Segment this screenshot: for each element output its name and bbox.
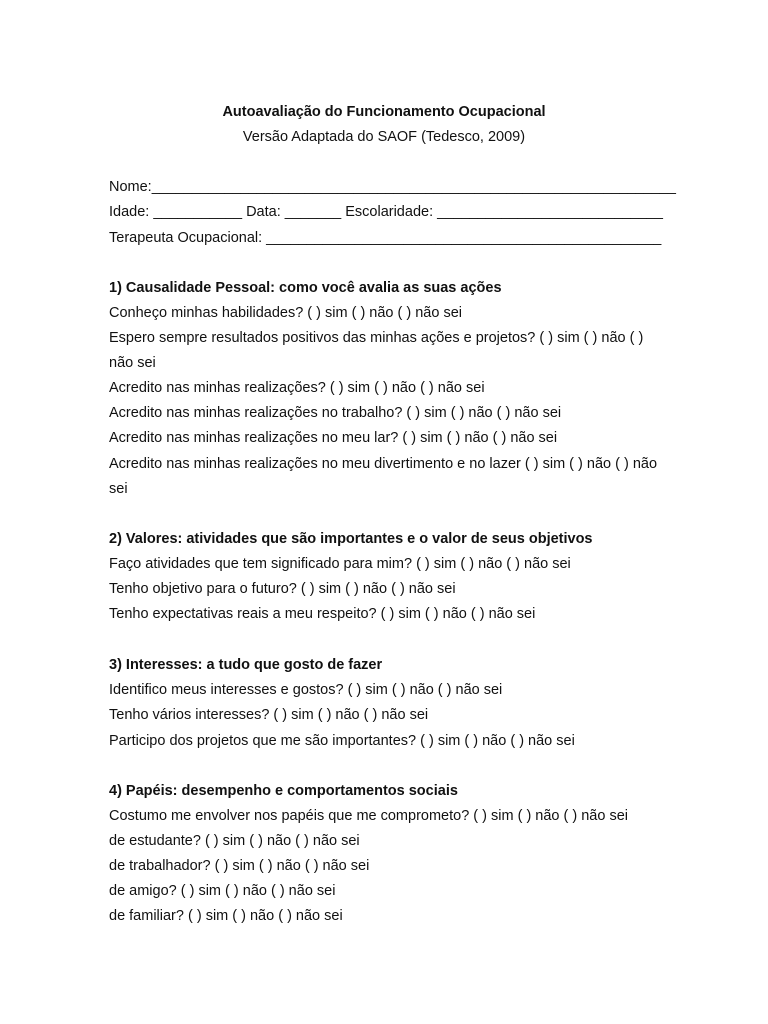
- question-line: Tenho expectativas reais a meu respeito? ( ) sim ( ) não ( ) não sei: [109, 606, 536, 622]
- question-line: de familiar? ( ) sim ( ) não ( ) não sei: [109, 908, 343, 924]
- question-line: Espero sempre resultados positivos das minhas ações e projetos? ( ) sim ( ) não ( ): [109, 330, 644, 346]
- question-line: Faço atividades que tem significado para mim? ( ) sim ( ) não ( ) não sei: [109, 556, 571, 572]
- question-line: Acredito nas minhas realizações no trabalho? ( ) sim ( ) não ( ) não sei: [109, 405, 562, 421]
- question-line: Acredito nas minhas realizações no meu divertimento e no lazer ( ) sim ( ) não ( ) não: [109, 456, 658, 472]
- question-line-continuation: sei: [109, 481, 128, 497]
- question-line: Identifico meus interesses e gostos? ( ) sim ( ) não ( ) não sei: [109, 682, 503, 698]
- name-field-line: Nome:_________________________________________________________________: [109, 179, 676, 195]
- question-line: de estudante? ( ) sim ( ) não ( ) não sei: [109, 833, 360, 849]
- question-line: de amigo? ( ) sim ( ) não ( ) não sei: [109, 883, 336, 899]
- section-4-heading: 4) Papéis: desempenho e comportamentos sociais: [109, 783, 458, 799]
- question-line: Tenho vários interesses? ( ) sim ( ) não ( ) não sei: [109, 707, 429, 723]
- document-subtitle: Versão Adaptada do SAOF (Tedesco, 2009): [242, 129, 526, 145]
- age-date-education-field-line: Idade: ___________ Data: _______ Escolaridade: ____________________________: [109, 204, 663, 220]
- document-title: Autoavaliação do Funcionamento Ocupacional: [222, 104, 546, 120]
- question-line: Costumo me envolver nos papéis que me comprometo? ( ) sim ( ) não ( ) não sei: [109, 808, 628, 824]
- section-3-heading: 3) Interesses: a tudo que gosto de fazer: [109, 657, 383, 673]
- question-line: Acredito nas minhas realizações? ( ) sim ( ) não ( ) não sei: [109, 380, 485, 396]
- question-line-continuation: não sei: [109, 355, 156, 371]
- question-line: Acredito nas minhas realizações no meu lar? ( ) sim ( ) não ( ) não sei: [109, 430, 558, 446]
- section-1-heading: 1) Causalidade Pessoal: como você avalia as suas ações: [109, 280, 502, 296]
- therapist-field-line: Terapeuta Ocupacional: _________________________________________________: [109, 230, 662, 246]
- question-line: Tenho objetivo para o futuro? ( ) sim ( ) não ( ) não sei: [109, 581, 456, 597]
- question-line: Participo dos projetos que me são importantes? ( ) sim ( ) não ( ) não sei: [109, 733, 575, 749]
- question-line: Conheço minhas habilidades? ( ) sim ( ) não ( ) não sei: [109, 305, 462, 321]
- question-line: de trabalhador? ( ) sim ( ) não ( ) não sei: [109, 858, 370, 874]
- section-2-heading: 2) Valores: atividades que são importantes e o valor de seus objetivos: [109, 531, 593, 547]
